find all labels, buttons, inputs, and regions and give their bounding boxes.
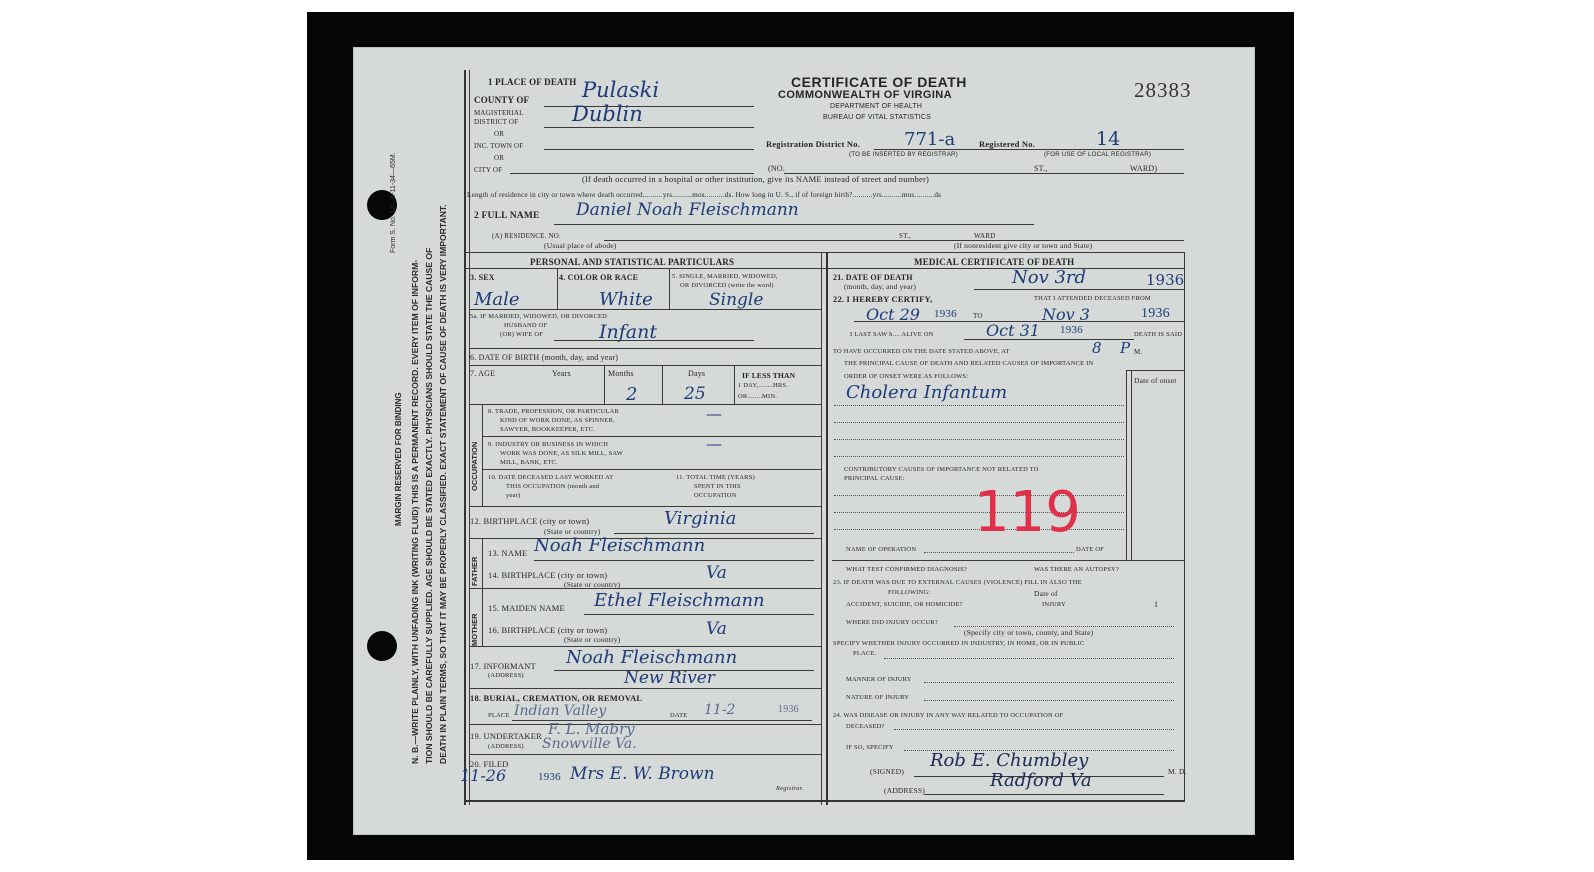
date-of-death-year: 1936 — [1146, 271, 1185, 289]
city-label: CITY OF — [474, 166, 503, 174]
sex-value: Male — [474, 289, 520, 310]
registration-district-value: 771-a — [904, 129, 956, 150]
spouse-value: Infant — [599, 321, 657, 343]
filed-date-value: 11-26 — [460, 766, 507, 785]
form-number: Form S. No. 12—5-11-34—65M. — [390, 152, 397, 253]
informant-address-value: New River — [624, 668, 715, 688]
physician-address: Radford Va — [990, 770, 1092, 791]
cause-of-death-value: Cholera Infantum — [846, 382, 1008, 403]
certificate-number: 28383 — [1134, 78, 1192, 102]
column-divider — [826, 252, 828, 805]
attended-from-value: Oct 29 — [866, 305, 920, 324]
bureau-title: BUREAU OF VITAL STATISTICS — [823, 114, 932, 121]
marital-value: Single — [709, 290, 764, 310]
registered-no-value: 14 — [1096, 128, 1121, 150]
certificate-title: CERTIFICATE OF DEATH — [791, 74, 967, 90]
instructions-line-3: DEATH IN PLAIN TERMS, SO THAT IT MAY BE PROPERLY CLASSIFIED. EXACT STATEMENT OF CAUSE OF DEATH IS VERY IMPORTANT. — [438, 204, 448, 764]
date-of-onset-header: Date of onset — [1134, 376, 1177, 385]
registrar-value: Mrs E. W. Brown — [570, 764, 715, 784]
undertaker-address-value: Snowville Va. — [542, 736, 637, 752]
form-left-border — [464, 70, 466, 805]
town-label: INC. TOWN OF — [474, 142, 524, 150]
burial-place-value: Indian Valley — [514, 703, 607, 719]
mother-name-value: Ethel Fleischmann — [594, 590, 765, 611]
mother-birthplace-value: Va — [706, 619, 727, 639]
instructions-line-2: TION SHOULD BE CAREFULLY SUPPLIED. AGE SHOULD BE STATED EXACTLY. PHYSICIANS SHOULD STATE THE CAUSE OF — [424, 247, 434, 764]
district-label: MAGISTERIAL DISTRICT OF — [474, 109, 524, 126]
district-value: Dublin — [572, 102, 643, 126]
informant-value: Noah Fleischmann — [566, 647, 738, 668]
mother-label: MOTHER — [470, 613, 479, 646]
attended-to-value: Nov 3 — [1042, 305, 1090, 324]
death-certificate: Form S. No. 12—5-11-34—65M. MARGIN RESERVED FOR BINDING N. B.—WRITE PLAINLY, WITH UNFADING INK (WRITING FLUID) THIS IS A PERMANENT RECORD. EVERY ITEM OF INFORM- TION SHOULD BE CAREFULLY SUPPLIED. AGE SHOULD BE STATED EXACTLY. PHYSICIANS SHOULD STATE THE CAUSE OF DEATH IN PLAIN TERMS, SO THAT IT MAY BE PROPERLY CLASSIFIED. EXACT STATEMENT OF CAUSE OF DEATH IS VERY IMPORTANT. CERTIFICATE OF DEATH COMMONWEALTH OF VIRGINA DEPARTMENT OF HEALTH BUREAU OF VITAL STATISTICS 28383 1 PLACE OF DEATH COUNTY OF Pulaski MAGISTERIAL DISTRICT OF Dublin OR INC. TOWN OF OR CITY OF (NO. ST., WARD) (If death occurred in a hospital or other institution, give its NAME instead of street and number) Length of residence in city or town where death occurred..........yrs..........mos..........ds. How long in U. S., if of foreign birth?..........yrs..........mos..........ds Registration District No. 771-a Registered No. 14 (TO BE INSERTED BY REGISTRAR) (FOR USE OF LOCAL REGISTRAR) 2 FULL NAME Daniel Noah Fleischmann (A) RESIDENCE. NO. (Usual place of abode) ST., WARD (If nonresident give city or town and State) PERSONAL AND STATISTICAL PARTICULARS MEDICAL CERTIFICATE OF DEATH 3. SEX 4. COLOR OR RACE 5. SINGLE, MARRIED, WIDOWED, OR DIVORCED (write the word) Male White Single 5a. IF MARRIED, WIDOWED, OR DIVORCED HUSBAND OF (OR) WIFE OF Infant 6. DATE OF BIRTH (month, day, and year) 7. AGE Years Months Days 2 25 IF LESS THAN 1 DAY,........HRS. OR........MIN. OCCUPATION 8. TRADE, PROFESSION, OR PARTICULAR KIND OF WORK DONE, AS SPINNER, SAWYER, BOOKKEEPER, ETC. — 9. INDUSTRY OR BUSINESS IN WHICH WORK WAS DONE, AS SILK MILL, SAW MILL, BANK, ETC. — 10. DATE DECEASED LAST WORKED AT THIS OCCUPATION (month and year) 11. TOTAL TIME (YEARS) SPENT IN THIS OCCUPATION 12. BIRTHPLACE (city or town) (State or country) Virginia FATHER 13. NAME Noah Fleischmann 14. BIRTHPLACE (city or town) (State or country) Va MOTHER 15. MAIDEN NAME Ethel Fleischmann 16. BIRTHPLACE (city or town) (State or country) Va 17. INFORMANT (ADDRESS) Noah Fleischmann New River 18. BURIAL, CREMATION, OR REMOVAL PLACE Indian Valley DATE 11-2 1936 19. UNDERTAKER (ADDRESS) F. L. Mabry Snowville Va. 20. FILED 11-26 1936 Mrs E. W. Brown Registrar. 21. DATE OF DEATH (month, day, and year) Nov 3rd 1936 22. I HEREBY CERTIFY, THAT I ATTENDED DECEASED FROM Oct 29 1936 TO Nov 3 1936 I LAST SAW h.... ALIVE ON Oct 31 1936 DEATH IS SAID TO HAVE OCCURRED ON THE DATE STATED ABOVE, AT 8 P M. THE PRINCIPAL CAUSE OF DEATH AND RELATED CAUSES OF IMPORTANCE IN ORDER OF ONSET WERE AS FOLLOWS: Date of onset Cholera Infantum CONTRIBUTORY CAUSES OF IMPORTANCE NOT RELATED TO PRINCIPAL CAUSE: 119 NAME OF OPERATION DATE OF WHAT TEST CONFIRMED DIAGNOSIS? WAS THERE AN AUTOPSY? 23. IF DEATH WAS DUE TO EXTERNAL CAUSES (VIOLENCE) FILL IN ALSO THE FOLLOWING: Date of ACCIDENT, SUICIDE, OR HOMICIDE? INJURY 1 WHERE DID INJURY OCCUR? (Specify city or town, county, and State) SPECIFY WHETHER INJURY OCCURRED IN INDUSTRY, IN HOME, OR IN PUBLIC PLACE. MANNER OF INJURY NATURE OF INJURY 24. WAS DISEASE OR INJURY IN ANY WAY RELATED TO OCCUPATION OF DECEASED? IF SO, SPECIFY (SIGNED) Rob E. Chumbley M. D. (ADDRESS) Radford Va — [354, 48, 1254, 834]
time-of-death-value: 8 — [1092, 339, 1102, 357]
red-classification-code: 119 — [974, 480, 1081, 545]
occupation-label: OCCUPATION — [470, 441, 479, 491]
full-name-value: Daniel Noah Fleischmann — [576, 200, 799, 220]
full-name-label: 2 FULL NAME — [474, 211, 540, 221]
department-title: DEPARTMENT OF HEALTH — [830, 103, 923, 110]
hospital-note: (If death occurred in a hospital or other institution, give its NAME instead of street and number) — [582, 174, 929, 184]
registration-district-label: Registration District No. — [766, 139, 860, 149]
date-of-death-value: Nov 3rd — [1012, 267, 1087, 288]
personal-section-title: PERSONAL AND STATISTICAL PARTICULARS — [530, 257, 735, 267]
last-saw-value: Oct 31 — [986, 321, 1040, 340]
age-days-value: 25 — [684, 384, 706, 404]
county-label: COUNTY OF — [474, 95, 530, 105]
registered-no-label: Registered No. — [979, 139, 1035, 149]
binding-note: MARGIN RESERVED FOR BINDING — [394, 392, 403, 526]
medical-section-title: MEDICAL CERTIFICATE OF DEATH — [914, 257, 1075, 267]
burial-date-value: 11-2 — [704, 702, 736, 718]
father-birthplace-value: Va — [706, 563, 727, 583]
age-months-value: 2 — [626, 384, 638, 405]
father-name-value: Noah Fleischmann — [534, 535, 706, 556]
residence-length: Length of residence in city or town where death occurred..........yrs..........mos..........ds. How long in U. S., if of foreign birth?..........yrs..........mos..........ds — [467, 191, 942, 199]
color-value: White — [599, 289, 653, 310]
undertaker-value: F. L. Mabry — [548, 720, 635, 738]
commonwealth-title: COMMONWEALTH OF VIRGINA — [778, 89, 952, 101]
physician-signature: Rob E. Chumbley — [930, 750, 1089, 771]
place-of-death-label: 1 PLACE OF DEATH — [488, 77, 577, 87]
county-value: Pulaski — [582, 78, 660, 102]
binding-hole-bottom — [367, 631, 397, 661]
instructions-line-1: N. B.—WRITE PLAINLY, WITH UNFADING INK (WRITING FLUID) THIS IS A PERMANENT RECORD. EVERY ITEM OF INFORM- — [410, 259, 420, 764]
birthplace-value: Virginia — [664, 508, 737, 529]
father-label: FATHER — [470, 556, 479, 586]
